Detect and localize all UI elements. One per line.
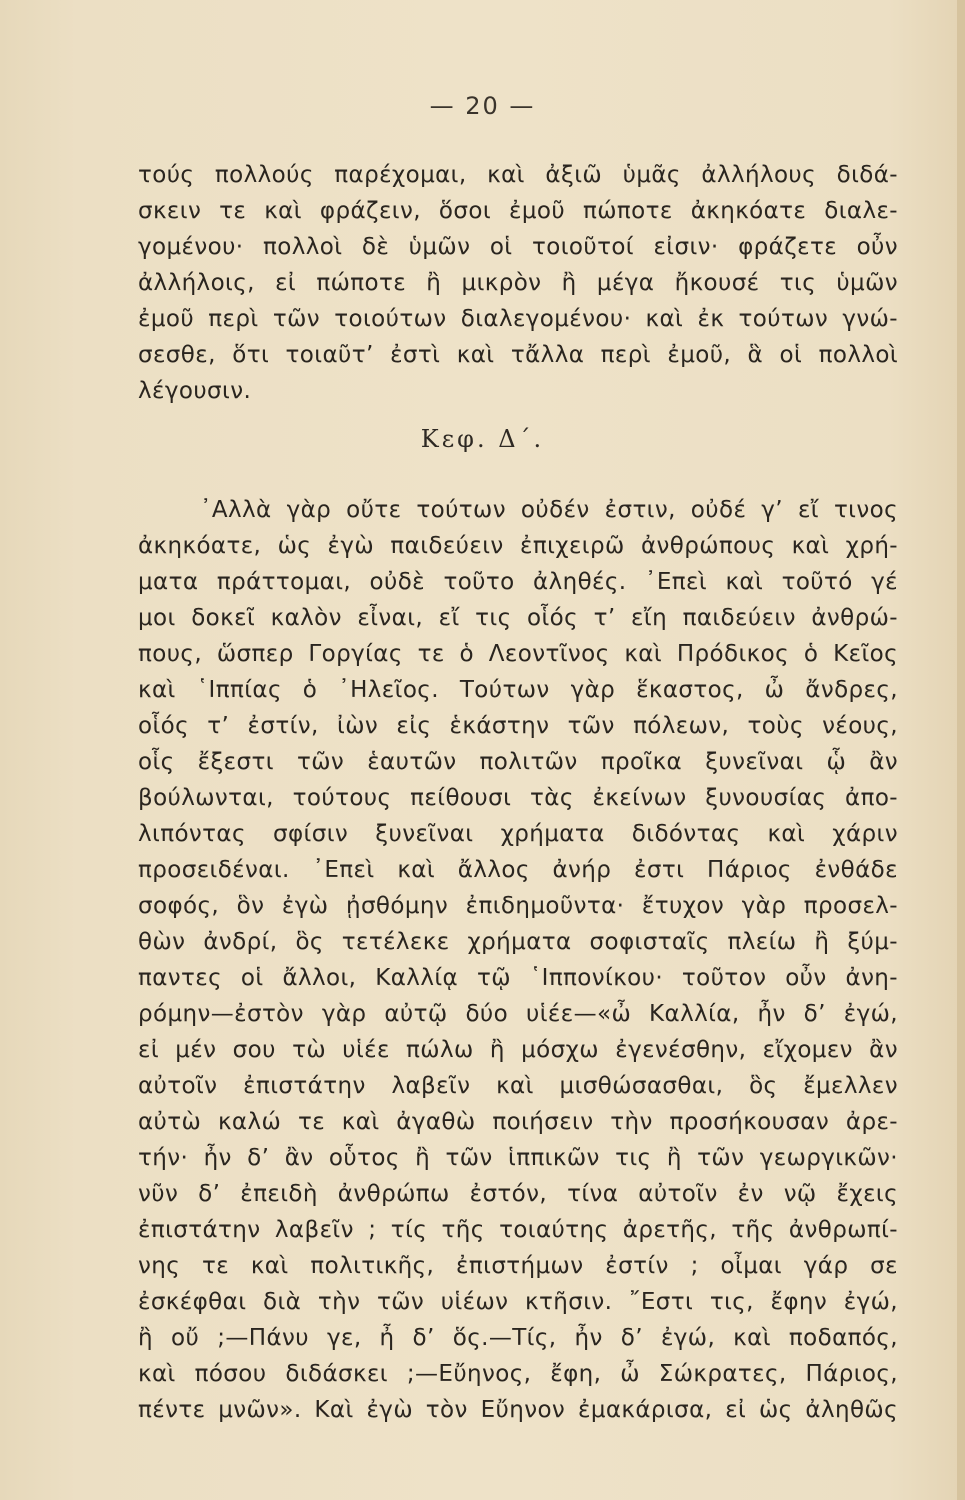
text-line: καὶ ῾Ιππίας ὁ ᾿Ηλεῖος. Τούτων γὰρ ἕκαστος, ὦ ἄνδρες, (138, 677, 898, 703)
text-line: ἐπιστάτην λαβεῖν ; τίς τῆς τοιαύτης ἀρετῆς, τῆς ἀνθρωπί- (138, 1217, 898, 1243)
text-line: οἷός τ’ ἐστίν, ἰὼν εἰς ἑκάστην τῶν πόλεων, τοὺς νέους, (138, 713, 898, 739)
page-number: — 20 — (429, 92, 536, 120)
chapter-heading: Κεφ. Δ΄. (420, 425, 545, 453)
text-line: σεσθε, ὅτι τοιαῦτ’ ἐστὶ καὶ τἄλλα περὶ ἐμοῦ, ἃ οἱ πολλοὶ (138, 342, 898, 368)
text-line: βούλωνται, τούτους πείθουσι τὰς ἐκείνων ξυνουσίας ἀπο- (138, 785, 898, 811)
text-line: ρόμην—ἐστὸν γὰρ αὐτῷ δύο υἱέε—«ὦ Καλλία, ἦν δ’ ἐγώ, (138, 1001, 898, 1027)
text-line: λέγουσιν. (138, 378, 252, 404)
text-line: πέντε μνῶν». Καὶ ἐγὼ τὸν Εὔηνον ἐμακάρισα, εἰ ὡς ἀληθῶς (138, 1397, 898, 1423)
text-line: ἢ οὔ ;—Πάνυ γε, ἦ δ’ ὅς.—Τίς, ἦν δ’ ἐγώ, καὶ ποδαπός, (138, 1325, 898, 1351)
page-edge (957, 0, 965, 1500)
text-line: σκειν τε καὶ φράζειν, ὅσοι ἐμοῦ πώποτε ἀκηκόατε διαλε- (138, 198, 898, 224)
text-line: προσειδέναι. ᾿Επεὶ καὶ ἄλλος ἀνήρ ἐστι Πάριος ἐνθάδε (138, 857, 898, 883)
text-line: τούς πολλούς παρέχομαι, καὶ ἀξιῶ ὑμᾶς ἀλλήλους διδά- (138, 162, 898, 188)
text-line: ματα πράττομαι, οὐδὲ τοῦτο ἀληθές. ᾿Επεὶ καὶ τοῦτό γέ (138, 569, 898, 595)
text-line: νῦν δ’ ἐπειδὴ ἀνθρώπω ἐστόν, τίνα αὐτοῖν ἐν νῷ ἔχεις (138, 1181, 898, 1207)
text-line: ἀκηκόατε, ὡς ἐγὼ παιδεύειν ἐπιχειρῶ ἀνθρώπους καὶ χρή- (138, 533, 898, 559)
text-line: λιπόντας σφίσιν ξυνεῖναι χρήματα διδόντας καὶ χάριν (138, 821, 898, 847)
text-line: μοι δοκεῖ καλὸν εἶναι, εἴ τις οἷός τ’ εἴη παιδεύειν ἀνθρώ- (138, 605, 898, 631)
text-line: σοφός, ὃν ἐγὼ ᾐσθόμην ἐπιδημοῦντα· ἔτυχον γὰρ προσελ- (138, 893, 898, 919)
text-line: ἀλλήλοις, εἰ πώποτε ἢ μικρὸν ἢ μέγα ἤκουσέ τις ὑμῶν (138, 270, 898, 296)
text-line: αὐτοῖν ἐπιστάτην λαβεῖν καὶ μισθώσασθαι, ὃς ἔμελλεν (138, 1073, 898, 1099)
text-line: ᾿Αλλὰ γὰρ οὔτε τούτων οὐδέν ἐστιν, οὐδέ γ’ εἴ τινος (200, 497, 898, 523)
text-line: τήν· ἦν δ’ ἂν οὗτος ἢ τῶν ἱππικῶν τις ἢ τῶν γεωργικῶν· (138, 1145, 898, 1171)
text-line: εἰ μέν σου τὼ υἱέε πώλω ἢ μόσχω ἐγενέσθην, εἴχομεν ἂν (138, 1037, 898, 1063)
text-line: καὶ πόσου διδάσκει ;—Εὔηνος, ἔφη, ὦ Σώκρατες, Πάριος, (138, 1361, 898, 1387)
text-line: ἐμοῦ περὶ τῶν τοιούτων διαλεγομένου· καὶ ἐκ τούτων γνώ- (138, 306, 898, 332)
text-line: θὼν ἀνδρί, ὃς τετέλεκε χρήματα σοφισταῖς πλείω ἢ ξύμ- (138, 929, 898, 955)
text-line: οἷς ἔξεστι τῶν ἑαυτῶν πολιτῶν προῖκα ξυνεῖναι ᾧ ἂν (138, 749, 898, 775)
text-line: ἐσκέφθαι διὰ τὴν τῶν υἱέων κτῆσιν. ῎Εστι τις, ἔφην ἐγώ, (138, 1289, 898, 1315)
text-line: πους, ὥσπερ Γοργίας τε ὁ Λεοντῖνος καὶ Πρόδικος ὁ Κεῖος (138, 641, 898, 667)
text-line: νης τε καὶ πολιτικῆς, ἐπιστήμων ἐστίν ; οἶμαι γάρ σε (138, 1253, 898, 1279)
text-line: παντες οἱ ἄλλοι, Καλλίᾳ τῷ ῾Ιππονίκου· τοῦτον οὖν ἀνη- (138, 965, 898, 991)
text-line: γομένου· πολλοὶ δὲ ὑμῶν οἱ τοιοῦτοί εἰσιν· φράζετε οὖν (138, 234, 898, 260)
text-line: αὐτὼ καλώ τε καὶ ἀγαθὼ ποιήσειν τὴν προσήκουσαν ἀρε- (138, 1109, 898, 1135)
